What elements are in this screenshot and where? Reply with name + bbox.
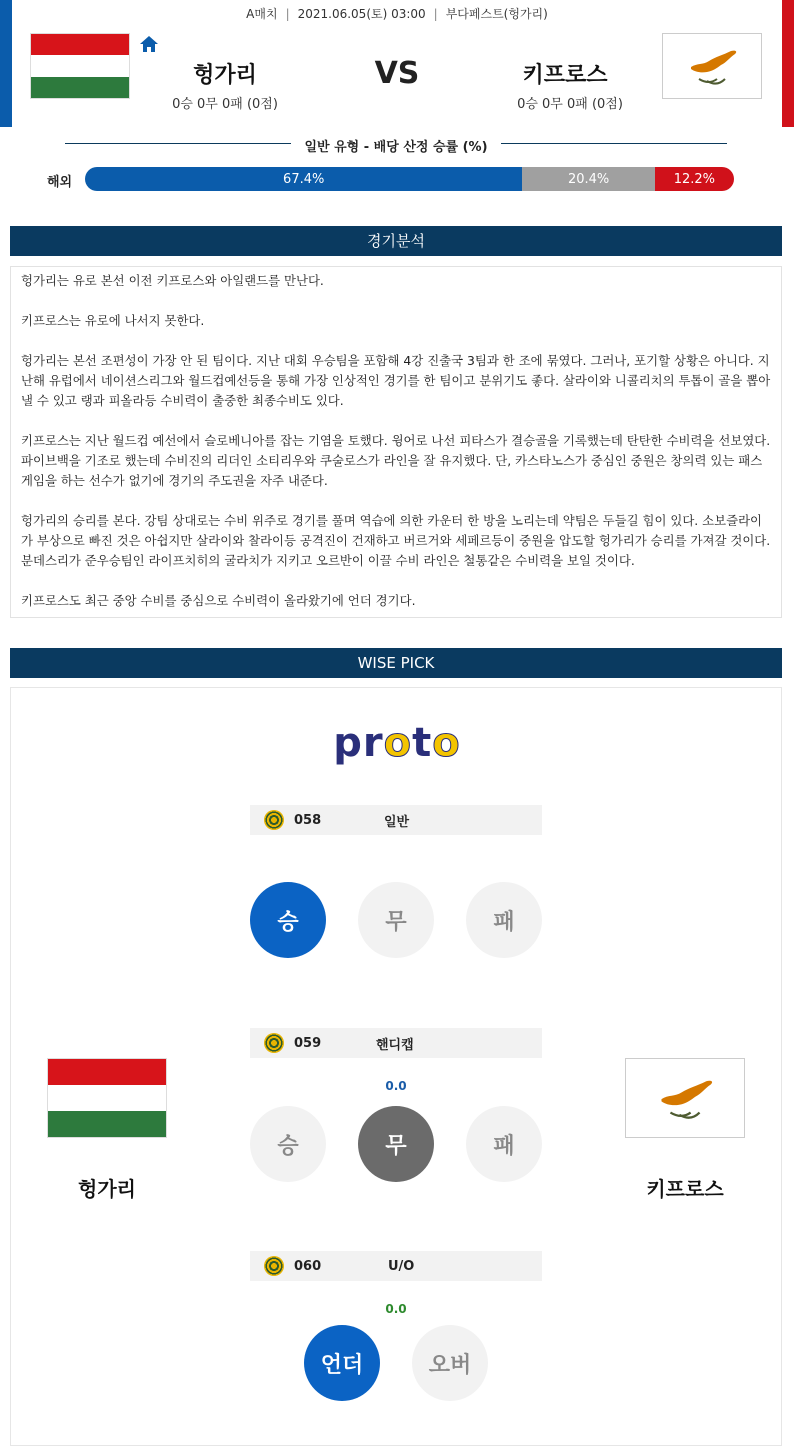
analysis-paragraph: 헝가리는 유로 본선 이전 키프로스와 아일랜드를 만난다. — [21, 273, 324, 288]
pick-general-lose[interactable]: 패 — [466, 882, 542, 958]
odds-win-segment: 67.4% — [85, 167, 522, 191]
league-label: A매치 — [246, 7, 278, 21]
pick-type: 핸디캡 — [376, 1037, 414, 1053]
pick-row-under-over — [250, 1251, 542, 1281]
analysis-paragraph: 키프로스는 유로에 나서지 못한다. — [21, 313, 205, 328]
home-team-record: 0승 0무 0패 (0점) — [172, 97, 278, 112]
target-icon — [264, 810, 284, 830]
odds-row-label: 해외 — [47, 175, 73, 190]
pick-row-general — [250, 805, 542, 835]
odds-title: 일반 유형 - 배당 산정 승률 (%) — [304, 140, 488, 155]
odds-lose-segment: 12.2% — [655, 167, 734, 191]
home-flag — [30, 33, 130, 99]
analysis-paragraph: 키프로스도 최근 중앙 수비를 중심으로 수비력이 올라왔기에 언더 경기다. — [21, 593, 416, 608]
pick-number: 059 — [294, 1035, 322, 1051]
odds-title-line-right — [501, 143, 727, 144]
odds-draw-segment: 20.4% — [522, 167, 654, 191]
pick-row-handicap — [250, 1028, 542, 1058]
away-flag-large — [625, 1058, 745, 1138]
pick-number: 060 — [294, 1258, 322, 1274]
pick-number: 058 — [294, 812, 322, 828]
pick-type: U/O — [388, 1258, 415, 1274]
wise-pick-header: WISE PICK — [10, 648, 782, 678]
match-info: A매치 | 2021.06.05(토) 03:00 | 부다페스트(헝가리) — [246, 7, 548, 21]
match-datetime: 2021.06.05(토) 03:00 — [297, 7, 426, 21]
pick-general-win[interactable]: 승 — [250, 882, 326, 958]
home-team-name-large: 헝가리 — [78, 1177, 136, 1201]
pick-general-draw[interactable]: 무 — [358, 882, 434, 958]
analysis-paragraph: 키프로스는 지난 월드컵 예선에서 슬로베니아를 잡는 기염을 토했다. 윙어로 나선 피타스가 결승골을 기록했는데 탄탄한 수비력을 선보였다. 파이브백을 기조로 했는데 수비진의 리더인 소티리우와 쿠술로스가 라인을 잘 유지했다. 단, 카스타노스가 중심인 중원은 창의력 있는 패스게임을 하는 선수가 없기에 경기의 주도권을 자주 내준다. — [21, 433, 771, 488]
pick-handicap-lose[interactable]: 패 — [466, 1106, 542, 1182]
home-flag-large — [47, 1058, 167, 1138]
match-venue: 부다페스트(헝가리) — [445, 7, 548, 21]
away-team-name: 키프로스 — [522, 63, 608, 88]
analysis-body — [10, 266, 782, 618]
pick-over[interactable]: 오버 — [412, 1325, 488, 1401]
odds-title-line-left — [65, 143, 291, 144]
pick-type: 일반 — [384, 814, 410, 830]
analysis-paragraph: 헝가리의 승리를 본다. 강팀 상대로는 수비 위주로 경기를 풀며 역습에 의한 카운터 한 방을 노리는데 약팀은 두들길 힘이 있다. 소보즐라이가 부상으로 빠진 것은 아쉽지만 살라이와 찰라이등 공격진이 건재하고 버르거와 세페르등이 중원을 압도할 헝가리가 승리를 가져갈 것이다. 분데스리가 준우승팀인 라이프치히의 굴라치가 지키고 오르반이 이끌 수비 라인은 철통같은 수비력을 보일 것이다. — [21, 513, 771, 568]
target-icon — [264, 1256, 284, 1276]
analysis-header: 경기분석 — [10, 226, 782, 256]
away-team-name-large: 키프로스 — [646, 1177, 724, 1201]
under-over-value: 0.0 — [385, 1302, 407, 1316]
away-team-record: 0승 0무 0패 (0점) — [517, 97, 623, 112]
home-icon[interactable] — [139, 34, 159, 54]
pick-handicap-draw[interactable]: 무 — [358, 1106, 434, 1182]
target-icon — [264, 1033, 284, 1053]
odds-bar — [85, 167, 734, 191]
pick-under[interactable]: 언더 — [304, 1325, 380, 1401]
analysis-paragraph: 헝가리는 본선 조편성이 가장 안 된 팀이다. 지난 대회 우승팀을 포함해 4강 진출국 3팀과 한 조에 묶였다. 그러나, 포기할 상황은 아니다. 지난해 유럽에서 네이션스리그와 월드컵예선등을 통해 가장 인상적인 경기를 한 팀이고 분위기도 좋다. 살라이와 니콜리치의 투톱이 골을 뽑아낼 수 있고 랭과 피올라등 수비력이 출중한 최종수비도 있다. — [21, 353, 771, 408]
away-flag — [662, 33, 762, 99]
proto-logo: proto — [333, 720, 461, 766]
home-team-name: 헝가리 — [193, 63, 257, 88]
pick-handicap-win[interactable]: 승 — [250, 1106, 326, 1182]
vs-label: VS — [374, 56, 420, 91]
handicap-value: 0.0 — [385, 1079, 407, 1093]
